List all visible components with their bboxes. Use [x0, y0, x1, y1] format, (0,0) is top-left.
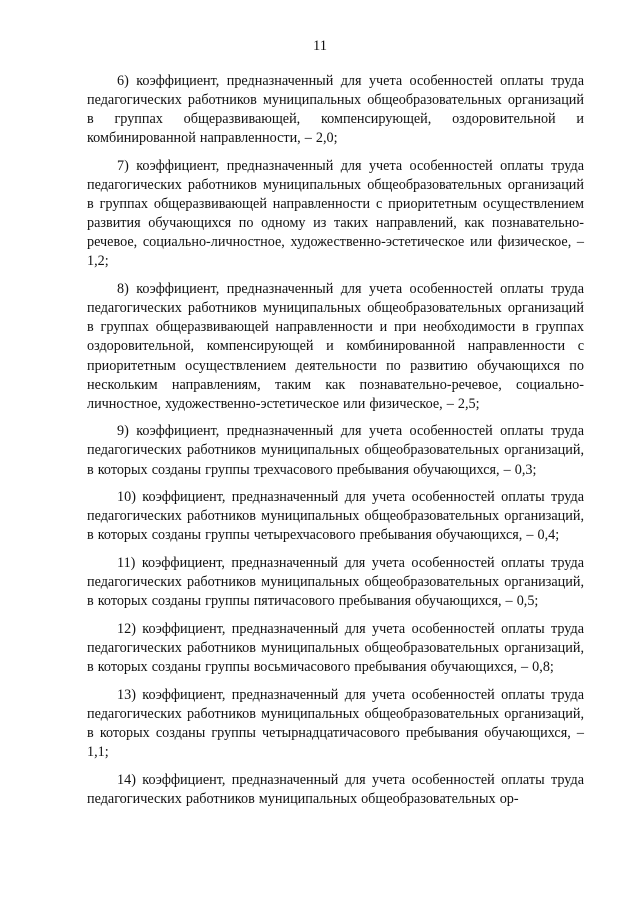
paragraph-item-7: 7) коэффициент, предназначенный для учета особенностей оплаты труда педагогических работников муниципальных общеобразовательных организаций в группах общеразвивающей направленности с приоритетным осуществлением развития обучающихся по одному из таких направлений, как познавательно-речевое, социально-личностное, художественно-эстетическое или физическое, – 1,2; — [87, 157, 584, 270]
paragraph-item-14: 14) коэффициент, предназначенный для учета особенностей оплаты труда педагогических работников муниципальных общеобразовательных ор- — [87, 771, 584, 807]
document-body — [87, 72, 584, 818]
paragraph-item-6: 6) коэффициент, предназначенный для учета особенностей оплаты труда педагогических работников муниципальных общеобразовательных организаций в группах общеразвивающей, компенсирующей, оздоровительной и комбинированной направленности, – 2,0; — [87, 73, 584, 147]
page-number: 11 — [313, 38, 327, 54]
paragraph-item-10: 10) коэффициент, предназначенный для учета особенностей оплаты труда педагогических работников муниципальных общеобразовательных организаций, в которых созданы группы четырехчасового пребывания обучающихся, – 0,4; — [87, 489, 584, 544]
paragraph-item-9: 9) коэффициент, предназначенный для учета особенностей оплаты труда педагогических работников муниципальных общеобразовательных организаций, в которых созданы группы трехчасового пребывания обучающихся, – 0,3; — [87, 423, 584, 478]
paragraph-item-8: 8) коэффициент, предназначенный для учета особенностей оплаты труда педагогических работников муниципальных общеобразовательных организаций в группах общеразвивающей направленности и при необходимости в группах оздоровительной, компенсирующей и комбинированной направленности с приоритетным осуществлением деятельности по развитию обучающихся по нескольким направлениям, таким как познавательно-речевое, социально-личностное, художественно-эстетическое или физическое, – 2,5; — [87, 281, 584, 412]
paragraph-item-12: 12) коэффициент, предназначенный для учета особенностей оплаты труда педагогических работников муниципальных общеобразовательных организаций, в которых созданы группы восьмичасового пребывания обучающихся, – 0,8; — [87, 621, 584, 676]
paragraph-item-13: 13) коэффициент, предназначенный для учета особенностей оплаты труда педагогических работников муниципальных общеобразовательных организаций, в которых созданы группы четырнадцатичасового пребывания обучающихся, – 1,1; — [87, 686, 584, 761]
paragraph-item-11: 11) коэффициент, предназначенный для учета особенностей оплаты труда педагогических работников муниципальных общеобразовательных организаций, в которых созданы группы пятичасового пребывания обучающихся, – 0,5; — [87, 555, 584, 610]
